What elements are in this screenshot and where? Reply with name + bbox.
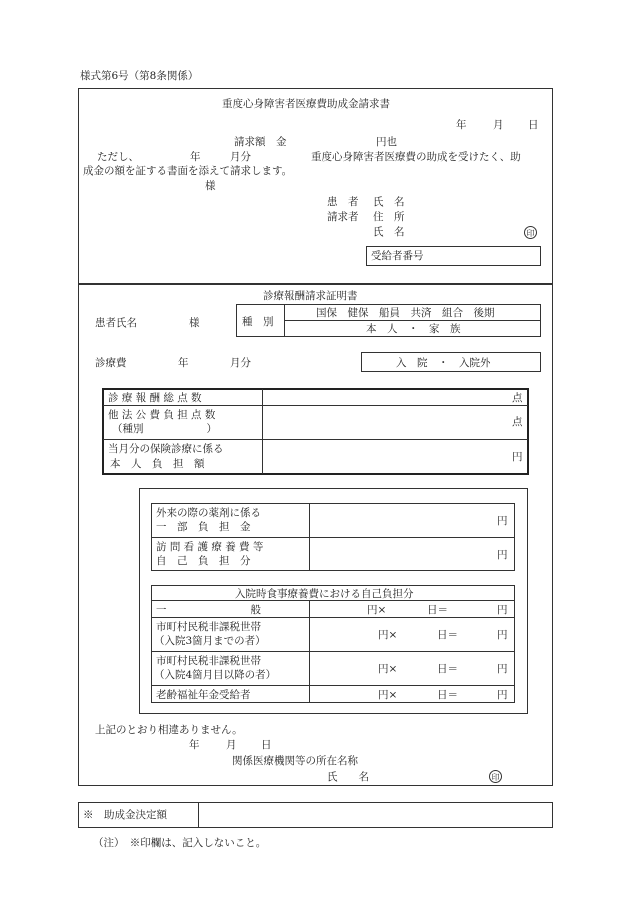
institution-label: 関係医療機関等の所在名称 (232, 755, 358, 767)
body-line1-month: 月分 (230, 151, 251, 163)
treatment-label: 診療費 (95, 357, 127, 369)
meal-row-2-unit: 円 (497, 629, 508, 641)
meal-row-4-label: 老齢福祉年金受給者 (156, 689, 251, 701)
outpatient-row-1-label: 外来の際の薬剤に係る (156, 507, 261, 519)
attest-year: 年 (189, 739, 200, 751)
body-line1-b: 重度心身障害者医療費の助成を受けたく、助 (311, 151, 521, 163)
meal-row-3-sub: （入院4箇月目以降の者） (154, 669, 277, 681)
meal-row-4-yen: 円× (378, 689, 398, 701)
meal-row-2-yen: 円× (378, 629, 398, 641)
claimant-name-label: 氏 名 (373, 226, 405, 238)
claimant-address-label: 住 所 (373, 211, 405, 223)
fee-row-3-unit: 円 (512, 451, 523, 463)
recipient-number-label: 受給者番号 (371, 250, 424, 262)
request-date-day: 日 (528, 119, 539, 131)
fee-row-1-unit: 点 (512, 392, 523, 404)
claimant-label: 請求者 (327, 211, 359, 223)
patient-suffix: 様 (189, 317, 200, 329)
request-date-month: 月 (493, 119, 504, 131)
meal-row-3-yen: 円× (378, 663, 398, 675)
meal-row-1-yen: 円× (367, 604, 387, 616)
form-number: 様式第6号（第8条関係） (80, 70, 199, 82)
meal-row-3-unit: 円 (497, 663, 508, 675)
fee-row-2-label: 他 法 公 費 負 担 点 数 (108, 409, 216, 421)
body-line1-a: ただし、 (97, 151, 139, 163)
meal-row-1-days: 日＝ (427, 604, 448, 616)
fee-row-1-label: 診 療 報 酬 総 点 数 (108, 392, 202, 404)
attest-month: 月 (226, 739, 237, 751)
patient-name-field-label: 患者氏名 (95, 317, 137, 329)
treatment-month: 月分 (230, 357, 251, 369)
meal-row-2-label: 市町村民税非課税世帯 (156, 621, 261, 633)
fee-row-2-sub: （種別 ） (112, 423, 217, 435)
decision-label: ※ 助成金決定額 (83, 809, 167, 821)
fee-row-2-unit: 点 (512, 416, 523, 428)
meal-row-2-days: 日＝ (437, 629, 458, 641)
body-line1-year: 年 (190, 151, 201, 163)
meal-row-2-sub: （入院3箇月までの者） (154, 635, 266, 647)
insurance-types[interactable]: 国保 健保 船員 共済 組合 後期 (316, 307, 495, 319)
meal-row-4-days: 日＝ (437, 689, 458, 701)
outpatient-row-1-sub: 一 部 負 担 金 (156, 521, 251, 533)
certificate-title: 診療報酬請求証明書 (263, 290, 358, 302)
attest-day: 日 (261, 739, 272, 751)
request-title: 重度心身障害者医療費助成金請求書 (222, 98, 390, 110)
inout-options[interactable]: 入 院 ・ 入院外 (396, 357, 491, 369)
meal-row-1-label: 一 般 (156, 604, 261, 616)
request-date-year: 年 (456, 119, 467, 131)
attest-text: 上記のとおり相違ありません。 (95, 724, 243, 736)
meal-row-3-days: 日＝ (437, 663, 458, 675)
outpatient-row-2-unit: 円 (497, 549, 508, 561)
institution-name-label: 氏 名 (327, 771, 369, 783)
fee-row-3-sub: 本 人 負 担 額 (110, 458, 205, 470)
treatment-year: 年 (178, 357, 189, 369)
note: （注） ※印欄は、記入しないこと。 (93, 837, 267, 849)
seal-icon: 印 (524, 226, 537, 239)
outpatient-row-2-sub: 自 己 負 担 分 (156, 555, 251, 567)
meal-title: 入院時食事療養費における自己負担分 (235, 588, 414, 600)
patient-label: 患 者 (327, 196, 359, 208)
outpatient-row-2-label: 訪 問 看 護 療 養 費 等 (156, 541, 264, 553)
meal-row-4-unit: 円 (497, 689, 508, 701)
patient-name-label: 氏 名 (373, 196, 405, 208)
body-line2: 成金の額を証する書面を添えて請求します。 (83, 165, 293, 177)
meal-row-1-unit: 円 (497, 604, 508, 616)
insured-types[interactable]: 本 人 ・ 家 族 (366, 323, 461, 335)
outpatient-row-1-unit: 円 (497, 515, 508, 527)
amount-label: 請求額 金 (234, 136, 287, 148)
fee-row-3-label: 当月分の保険診療に係る (108, 443, 224, 455)
addressee-suffix: 様 (205, 180, 216, 192)
meal-row-3-label: 市町村民税非課税世帯 (156, 655, 261, 667)
kind-label: 種 別 (242, 316, 274, 328)
institution-seal-icon: 印 (489, 770, 502, 783)
amount-unit: 円也 (376, 136, 397, 148)
